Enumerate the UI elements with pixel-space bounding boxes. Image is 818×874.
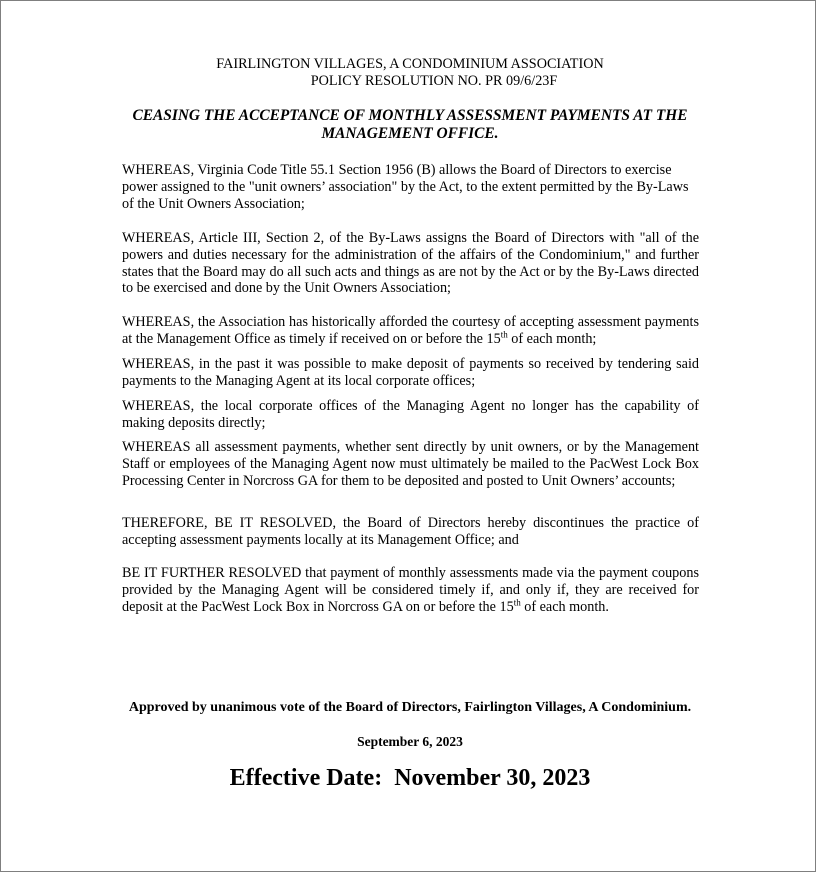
resolution-number: POLICY RESOLUTION NO. PR 09/6/23F — [310, 73, 558, 89]
paragraph-whereas-historically — [122, 314, 699, 348]
ordinal-suffix: th — [513, 596, 521, 607]
ordinal-suffix: th — [500, 329, 508, 340]
resolution-title: CEASING THE ACCEPTANCE OF MONTHLY ASSESSMENT PAYMENTS AT THE MANAGEMENT OFFICE. — [132, 107, 688, 142]
paragraph-whereas-past-deposit: WHEREAS, in the past it was possible to make deposit of payments so received by tendering said payments to the Managing Agent at its local corporate offices; — [122, 356, 699, 389]
paragraph-text: BE IT FURTHER RESOLVED that payment of monthly assessments made via the payment coupons provided by the Managing Agent will be considered timely if, and only if, they are received for deposit at the PacWest Lock Box in Norcross GA on or before the 15 — [122, 565, 699, 615]
paragraph-therefore-resolved: THEREFORE, BE IT RESOLVED, the Board of Directors hereby discontinues the practice of accepting assessment payments locally at its Management Office; and — [122, 515, 699, 548]
paragraph-whereas-no-capability: WHEREAS, the local corporate offices of the Managing Agent no longer has the capability of making deposits directly; — [122, 398, 699, 431]
paragraph-further-resolved — [122, 565, 699, 615]
paragraph-text: WHEREAS, the Association has historically afforded the courtesy of accepting assessment payments at the Management Office as timely if received on or before the 15 — [122, 314, 699, 347]
approval-date: September 6, 2023 — [357, 734, 463, 749]
paragraph-whereas-all-payments: WHEREAS all assessment payments, whether sent directly by unit owners, or by the Management Staff or employees of the Managing Agent now must ultimately be mailed to the PacWest Lock Box Processing Center in Norcross GA for them to be deposited and posted to Unit Owners’ accounts; — [122, 439, 699, 489]
approval-statement: Approved by unanimous vote of the Board of Directors, Fairlington Villages, A Condominium. — [128, 700, 692, 715]
document-header — [1, 56, 818, 90]
paragraph-whereas-article-iii: WHEREAS, Article III, Section 2, of the By-Laws assigns the Board of Directors with "all of the powers and duties necessary for the administration of the affairs of the Condominium," and further states that the Board may do all such acts and things as are not by the Act or by the By-Laws directed to be exercised and done by the Unit Owners Association; — [122, 230, 699, 297]
paragraph-text: of each month; — [507, 330, 597, 347]
association-name: FAIRLINGTON VILLAGES, A CONDOMINIUM ASSOCIATION — [216, 56, 604, 72]
paragraph-text: of each month. — [520, 598, 609, 615]
paragraph-whereas-virginia-code: WHEREAS, Virginia Code Title 55.1 Section 1956 (B) allows the Board of Directors to exercise power assigned to the "unit owners’ association" by the Act, to the extent permitted by the By-Laws of the Unit Owners Association; — [122, 162, 689, 212]
effective-date: Effective Date: November 30, 2023 — [229, 765, 591, 791]
